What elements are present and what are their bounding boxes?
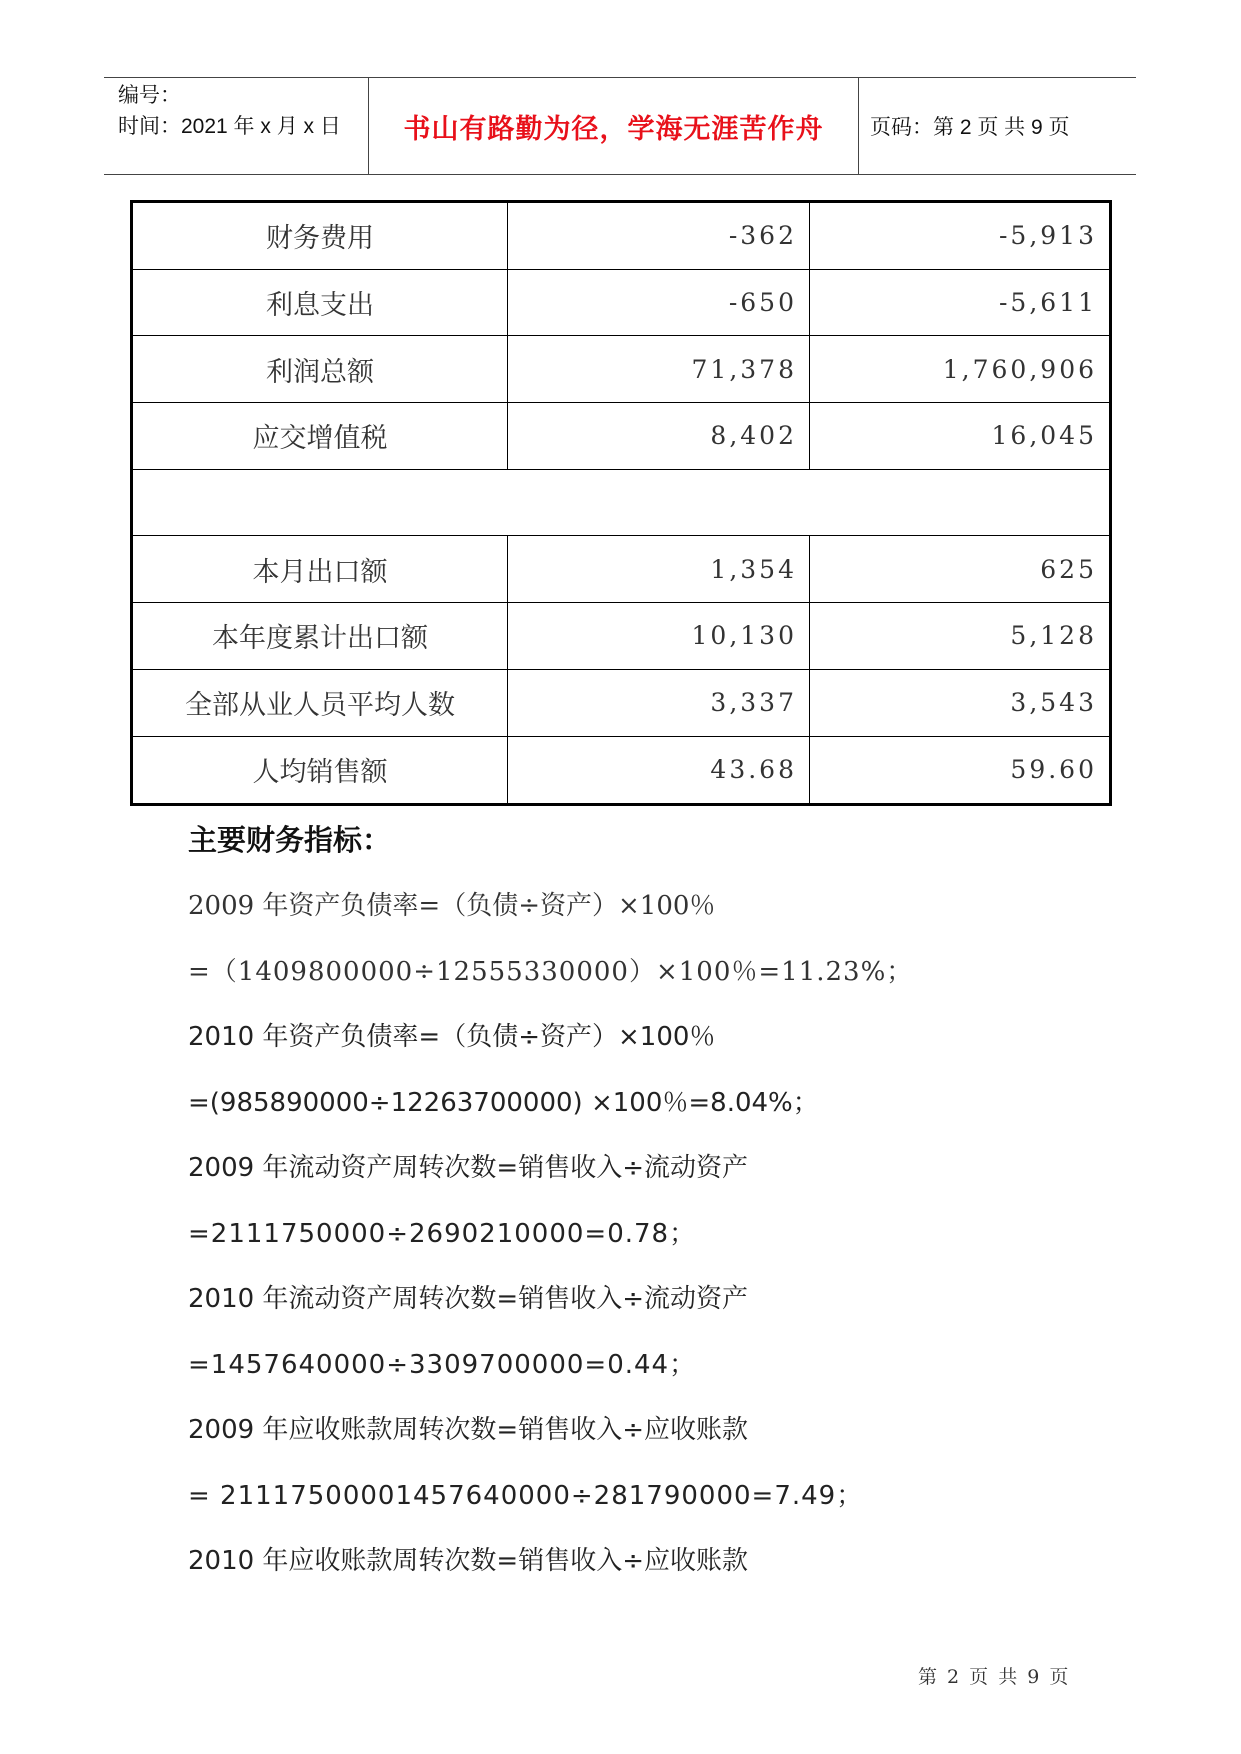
table-row [133, 336, 1109, 403]
header-motto: 书山有路勤为径，学海无涯苦作舟 [403, 113, 824, 145]
table-row [133, 670, 1109, 737]
formula-line: = 21117500001457640000÷281790000=7.49； [188, 1481, 864, 1511]
row-value-2010: 3,543 [1010, 688, 1097, 718]
table-row [133, 270, 1109, 337]
formula-line: =1457640000÷3309700000=0.44； [188, 1350, 697, 1380]
header-divider [858, 78, 859, 174]
financial-table [130, 200, 1112, 806]
section-heading: 主要财务指标： [188, 823, 392, 857]
blank-cell [133, 470, 1109, 536]
row-value-2010: -5,611 [998, 288, 1097, 318]
formula-line: 2009 年流动资产周转次数=销售收入÷流动资产 [188, 1153, 749, 1183]
row-value-2010: 59.60 [1010, 755, 1097, 785]
row-value-2009: 71,378 [508, 336, 810, 402]
row-value-2009: 10,130 [508, 603, 810, 669]
row-label: 人均销售额 [133, 737, 508, 804]
row-value-2010: 625 [1040, 554, 1097, 584]
row-label: 财务费用 [133, 203, 508, 269]
formula-line: =（1409800000÷12555330000）×100％=11.23%； [188, 957, 914, 987]
formula-line: =2111750000÷2690210000=0.78； [188, 1219, 697, 1249]
table-row [133, 403, 1109, 470]
row-value-2010: 5,128 [1010, 621, 1097, 651]
row-value-2009: 3,337 [508, 670, 810, 736]
row-label: 本年度累计出口额 [133, 603, 508, 669]
row-value-2009: 8,402 [508, 403, 810, 469]
row-value-2010: -5,913 [998, 221, 1097, 251]
row-value-2009: 1,354 [508, 536, 810, 602]
row-value-2010: 1,760,906 [942, 354, 1097, 384]
table-row [133, 737, 1109, 804]
row-value-2009: -650 [508, 270, 810, 336]
row-value-2009: 43.68 [508, 737, 810, 804]
row-label: 利息支出 [133, 270, 508, 336]
row-label: 全部从业人员平均人数 [133, 670, 508, 736]
formula-line: =(985890000÷12263700000) ×100％=8.04%； [188, 1088, 819, 1118]
page-footer: 第 2 页 共 9 页 [918, 1666, 1071, 1688]
table-row-blank [133, 470, 1109, 537]
header-page-label: 页码：第 2 页 共 9 页 [870, 116, 1070, 139]
table-row [133, 536, 1109, 603]
row-label: 应交增值税 [133, 403, 508, 469]
row-label: 本月出口额 [133, 536, 508, 602]
formula-line: 2009 年资产负债率=（负债÷资产）×100％ [188, 891, 716, 921]
formula-line: 2010 年资产负债率=（负债÷资产）×100％ [188, 1022, 716, 1052]
formula-line: 2009 年应收账款周转次数=销售收入÷应收账款 [188, 1415, 749, 1445]
row-value-2010: 16,045 [991, 421, 1097, 451]
table-row [133, 603, 1109, 670]
formula-line: 2010 年应收账款周转次数=销售收入÷应收账款 [188, 1546, 749, 1576]
table-row [133, 203, 1109, 270]
row-label: 利润总额 [133, 336, 508, 402]
formula-line: 2010 年流动资产周转次数=销售收入÷流动资产 [188, 1284, 749, 1314]
time-label: 时间：2021 年 x 月 x 日 [118, 115, 341, 138]
header-meta [118, 80, 368, 142]
number-label: 编号： [118, 84, 181, 107]
row-value-2009: -362 [508, 203, 810, 269]
page-header [104, 77, 1136, 175]
